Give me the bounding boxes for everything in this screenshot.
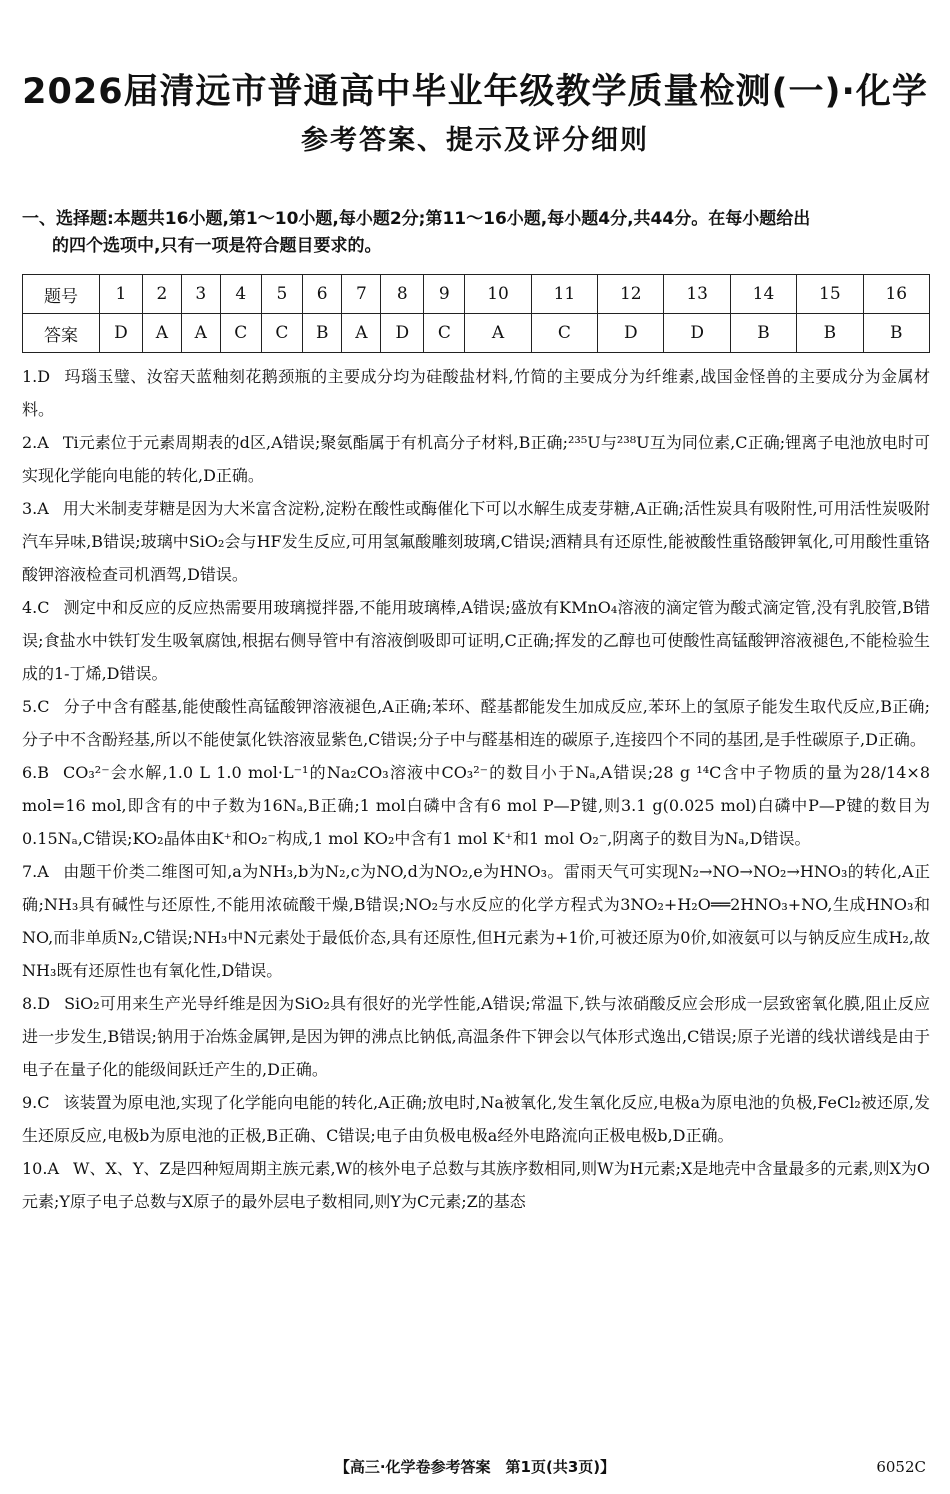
answer-table-answer-row (23, 314, 930, 353)
item-text: 分子中含有醛基,能使酸性高锰酸钾溶液褪色,A正确;苯环、醛基都能发生加成反应,苯环上的氢原子能发生取代反应,B正确;分子中不含酚羟基,所以不能使氯化铁溶液显紫色,C错误;分子中与醛基相连的碳原子,连接四个不同的基团,是手性碳原子,D正确。 (22, 697, 930, 749)
answer-cell: A (342, 314, 381, 353)
explanation-item (22, 855, 930, 987)
number-cell: 13 (664, 275, 730, 314)
item-text: 由题干价类二维图可知,a为NH₃,b为N₂,c为NO,d为NO₂,e为HNO₃。雷雨天气可实现N₂→NO→NO₂→HNO₃的转化,A正确;NH₃具有碱性与还原性,不能用浓硫酸干燥,B错误;NO₂与水反应的化学方程式为3NO₂+H₂O══2HNO₃+NO,生成HNO₃和NO,而非单质N₂,C错误;NH₃中N元素处于最低价态,具有还原性,但H元素为+1价,可被还原为0价,如液氨可以与钠反应生成H₂,故NH₃既有还原性也有氧化性,D错误。 (22, 862, 930, 980)
section-heading (22, 206, 934, 260)
answer-cell: A (181, 314, 220, 353)
explanation-item (22, 492, 930, 591)
number-cell: 9 (424, 275, 465, 314)
document-title: 2026届清远市普通高中毕业年级教学质量检测(一)·化学 (22, 72, 928, 112)
page-footer: 【高三·化学卷参考答案 第1页(共3页)】 (334, 1458, 616, 1476)
item-text: 用大米制麦芽糖是因为大米富含淀粉,淀粉在酸性或酶催化下可以水解生成麦芽糖,A正确;活性炭具有吸附性,可用活性炭吸附汽车异味,B错误;玻璃中SiO₂会与HF发生反应,可用氢氟酸雕刻玻璃,C错误;酒精具有还原性,能被酸性重铬酸钾氧化,可用酸性重铬酸钾溶液检查司机酒驾,D错误。 (22, 499, 930, 584)
number-cell: 3 (181, 275, 220, 314)
answer-cell: C (531, 314, 597, 353)
item-text: CO₃²⁻会水解,1.0 L 1.0 mol·L⁻¹的Na₂CO₃溶液中CO₃²⁻的数目小于Nₐ,A错误;28 g ¹⁴C含中子物质的量为28/14×8 mol=16 mol,即含有的中子数为16Nₐ,B正确;1 mol白磷中含有6 mol P—P键,则3.1 g(0.025 mol)白磷中P—P键的数目为0.15Nₐ,C错误;KO₂晶体由K⁺和O₂⁻构成,1 mol KO₂中含有1 mol K⁺和1 mol O₂⁻,阴离子的数目为Nₐ,D错误。 (22, 763, 930, 848)
number-cell: 4 (220, 275, 261, 314)
number-cell: 6 (302, 275, 342, 314)
section-heading-line2: 的四个选项中,只有一项是符合题目要求的。 (52, 236, 382, 256)
answer-cell: B (730, 314, 796, 353)
answer-cell: C (220, 314, 261, 353)
item-number: 2.A (22, 433, 49, 452)
item-text: SiO₂可用来生产光导纤维是因为SiO₂具有很好的光学性能,A错误;常温下,铁与浓硝酸反应会形成一层致密氧化膜,阻止反应进一步发生,B错误;钠用于冶炼金属钾,是因为钾的沸点比钠低,高温条件下钾会以气体形式逸出,C错误;原子光谱的线状谱线是由于电子在量子化的能级间跃迁产生的,D正确。 (22, 994, 930, 1079)
section-heading-line1: 一、选择题:本题共16小题,第1～10小题,每小题2分;第11～16小题,每小题4分,共44分。在每小题给出 (22, 209, 811, 229)
number-cell: 7 (342, 275, 381, 314)
explanation-item (22, 987, 930, 1086)
number-cell: 11 (531, 275, 597, 314)
item-text: W、X、Y、Z是四种短周期主族元素,W的核外电子总数与其族序数相同,则W为H元素;X是地壳中含量最多的元素,则X为O元素;Y原子电子总数与X原子的最外层电子数相同,则Y为C元素;Z的基态 (22, 1159, 930, 1211)
answer-table (22, 274, 930, 353)
item-text: 该装置为原电池,实现了化学能向电能的转化,A正确;放电时,Na被氧化,发生氧化反应,电极a为原电池的负极,FeCl₂被还原,发生还原反应,电极b为原电池的正极,B正确、C错误;电子由负极电极a经外电路流向正极电极b,D正确。 (22, 1093, 930, 1145)
answer-cell: D (664, 314, 730, 353)
number-cell: 14 (730, 275, 796, 314)
item-number: 3.A (22, 499, 49, 518)
explanation-item (22, 591, 930, 690)
answer-cell: D (598, 314, 664, 353)
number-cell: 10 (465, 275, 531, 314)
number-cell: 12 (598, 275, 664, 314)
number-cell: 2 (142, 275, 181, 314)
item-text: Ti元素位于元素周期表的d区,A错误;聚氨酯属于有机高分子材料,B正确;²³⁵U与²³⁸U互为同位素,C正确;锂离子电池放电时可实现化学能向电能的转化,D正确。 (22, 433, 930, 485)
answer-table-number-row (23, 275, 930, 314)
answer-row-label: 答案 (23, 314, 100, 353)
item-number: 8.D (22, 994, 51, 1013)
answer-cell: A (142, 314, 181, 353)
document-subtitle: 参考答案、提示及评分细则 (301, 125, 649, 156)
explanation-item (22, 360, 930, 426)
answer-cell: C (261, 314, 302, 353)
item-number: 5.C (22, 697, 50, 716)
answer-cell: C (424, 314, 465, 353)
number-cell: 1 (100, 275, 143, 314)
item-text: 测定中和反应的反应热需要用玻璃搅拌器,不能用玻璃棒,A错误;盛放有KMnO₄溶液的滴定管为酸式滴定管,没有乳胶管,B错误;食盐水中铁钉发生吸氧腐蚀,根据右侧导管中有溶液倒吸即可证明,C正确;挥发的乙醇也可使酸性高锰酸钾溶液褪色,不能检验生成的1-丁烯,D错误。 (22, 598, 930, 683)
item-number: 10.A (22, 1159, 59, 1178)
number-row-label: 题号 (23, 275, 100, 314)
explanation-list (22, 360, 930, 1218)
number-cell: 5 (261, 275, 302, 314)
number-cell: 16 (863, 275, 929, 314)
answer-cell: A (465, 314, 531, 353)
item-number: 7.A (22, 862, 49, 881)
answer-cell: D (381, 314, 424, 353)
answer-cell: B (863, 314, 929, 353)
answer-cell: B (797, 314, 863, 353)
explanation-item (22, 690, 930, 756)
item-text: 玛瑙玉璧、汝窑天蓝釉刻花鹅颈瓶的主要成分均为硅酸盐材料,竹简的主要成分为纤维素,战国金怪兽的主要成分为金属材料。 (22, 367, 930, 419)
explanation-item (22, 1086, 930, 1152)
explanation-item (22, 426, 930, 492)
item-number: 4.C (22, 598, 50, 617)
answer-cell: B (302, 314, 342, 353)
item-number: 9.C (22, 1093, 50, 1112)
answer-cell: D (100, 314, 143, 353)
number-cell: 8 (381, 275, 424, 314)
number-cell: 15 (797, 275, 863, 314)
explanation-item (22, 1152, 930, 1218)
item-number: 1.D (22, 367, 51, 386)
explanation-item (22, 756, 930, 855)
item-number: 6.B (22, 763, 50, 782)
paper-code: 6052C (876, 1458, 926, 1476)
